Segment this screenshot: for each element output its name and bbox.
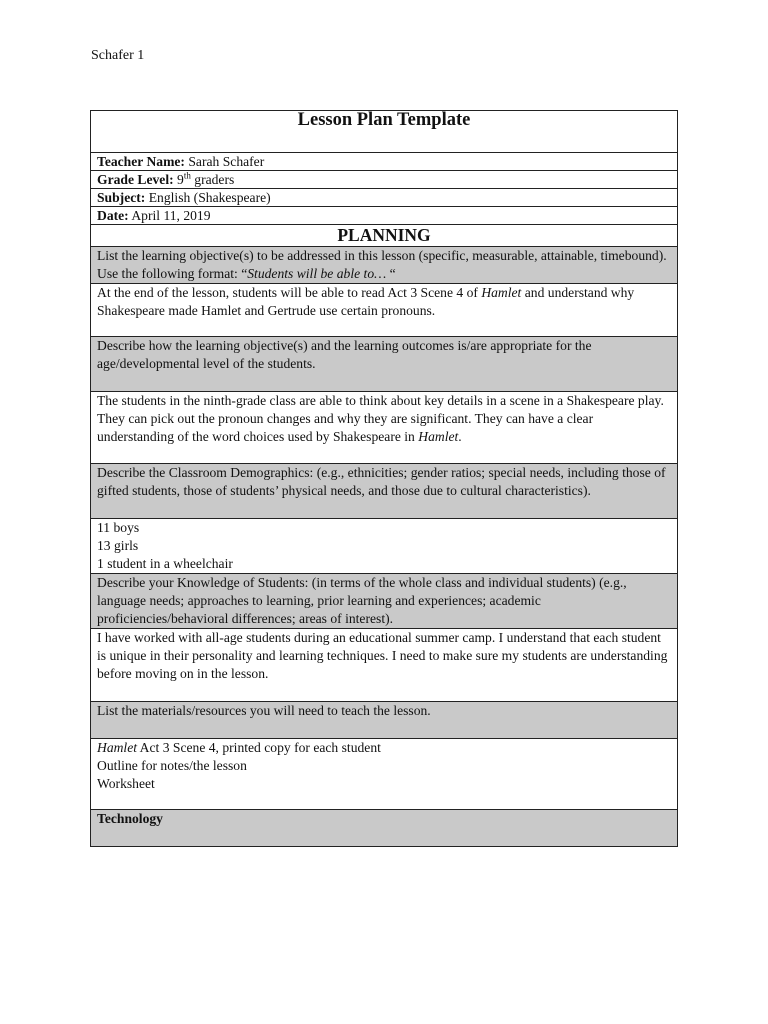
objective-answer-row <box>91 284 678 337</box>
demographics-prompt: Describe the Classroom Demographics: (e.g., ethnicities; gender ratios; special needs, including those of gifted students, those of students’ physical needs, and those due to cultural characteristics). <box>91 464 678 519</box>
materials-line: Worksheet <box>97 776 155 791</box>
objective-prompt-row <box>91 247 678 284</box>
date-row <box>91 207 678 225</box>
page-header-name: Schafer 1 <box>91 48 145 63</box>
teacher-label: Teacher Name: <box>97 154 185 169</box>
grade-value-num: 9 <box>177 172 184 187</box>
objective-answer: At the end of the lesson, students will be able to read Act 3 Scene 4 of Hamlet and understand why Shakespeare made Hamlet and Gertrude use certain pronouns. <box>91 284 678 337</box>
demographics-answer <box>91 519 678 574</box>
date-value: April 11, 2019 <box>131 208 211 223</box>
materials-answer <box>91 739 678 810</box>
grade-value-rest: graders <box>194 172 235 187</box>
appropriate-prompt-row <box>91 337 678 392</box>
subject-value: English (Shakespeare) <box>148 190 271 205</box>
knowledge-answer: I have worked with all-age students during an educational summer camp. I understand that each student is unique in their personality and learning techniques. I need to make sure my students are understanding before moving on in the lesson. <box>91 629 678 702</box>
materials-line: Hamlet Act 3 Scene 4, printed copy for each student <box>97 740 381 755</box>
appropriate-prompt: Describe how the learning objective(s) and the learning outcomes is/are appropriate for the age/developmental level of the students. <box>91 337 678 392</box>
lesson-plan-table <box>90 110 678 847</box>
materials-line: Outline for notes/the lesson <box>97 758 247 773</box>
demographics-line: 11 boys <box>97 520 140 535</box>
knowledge-prompt: Describe your Knowledge of Students: (in terms of the whole class and individual students) (e.g., language needs; approaches to learning, prior learning and experiences; academic proficiencies/behavioral differences; areas of interest). <box>91 574 678 629</box>
subject-label: Subject: <box>97 190 146 205</box>
date-label: Date: <box>97 208 129 223</box>
grade-label: Grade Level: <box>97 172 174 187</box>
knowledge-answer-row <box>91 629 678 702</box>
grade-value-sup: th <box>183 170 191 181</box>
subject-row <box>91 189 678 207</box>
appropriate-answer-row <box>91 392 678 464</box>
demographics-line: 13 girls <box>97 538 139 553</box>
teacher-row <box>91 153 678 171</box>
demographics-prompt-row <box>91 464 678 519</box>
materials-prompt-row <box>91 702 678 739</box>
technology-label: Technology <box>91 810 678 847</box>
demographics-line: 1 student in a wheelchair <box>97 556 233 571</box>
planning-heading: PLANNING <box>91 225 678 247</box>
knowledge-prompt-row <box>91 574 678 629</box>
title-row <box>91 111 678 153</box>
demographics-answer-row <box>91 519 678 574</box>
planning-row <box>91 225 678 247</box>
teacher-value: Sarah Schafer <box>188 154 265 169</box>
table-title: Lesson Plan Template <box>91 111 678 153</box>
grade-row <box>91 171 678 189</box>
appropriate-answer: The students in the ninth-grade class are able to think about key details in a scene in a Shakespeare play. They can pick out the pronoun changes and why they are significant. They can have a clear understanding of the word choices used by Shakespeare in Hamlet. <box>91 392 678 464</box>
materials-answer-row <box>91 739 678 810</box>
objective-prompt: List the learning objective(s) to be addressed in this lesson (specific, measurable, attainable, timebound). Use the following format: “Students will be able to… “ <box>91 247 678 284</box>
technology-row <box>91 810 678 847</box>
materials-prompt: List the materials/resources you will need to teach the lesson. <box>91 702 678 739</box>
